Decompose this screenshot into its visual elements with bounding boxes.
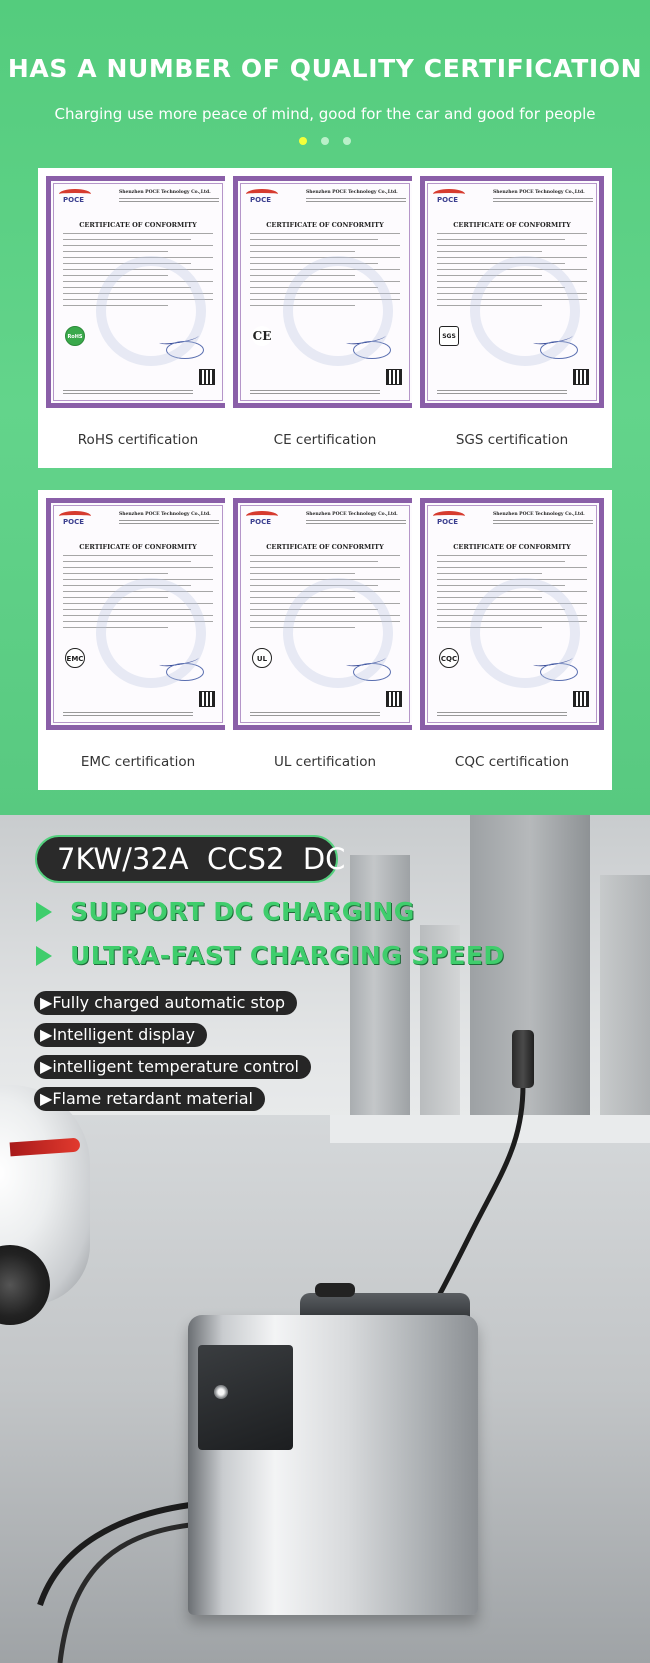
cqc-mark-icon: CQC <box>439 648 459 668</box>
feature-flame-retardant: ▶Flame retardant material <box>34 1087 265 1111</box>
poce-logo-icon: POCE <box>246 511 278 529</box>
play-arrow-icon <box>36 946 52 966</box>
signature-icon <box>346 654 387 667</box>
qr-code-icon <box>573 369 589 385</box>
certificate-document: POCE Shenzhen POCE Technology Co.,Ltd. CERTIFICATE OF CONFORMITY SGS <box>420 176 604 408</box>
sgs-mark-icon: SGS <box>439 326 459 346</box>
qr-code-icon <box>386 369 402 385</box>
poce-logo-icon: POCE <box>59 511 91 529</box>
rohs-mark-icon: RoHS <box>65 326 85 346</box>
cert-label: CE certification <box>273 432 377 448</box>
ce-mark-icon: CE <box>252 326 272 346</box>
stamp-icon <box>166 341 204 359</box>
wall-holster <box>512 1030 534 1088</box>
feature-temperature: ▶intelligent temperature control <box>34 1055 311 1079</box>
certificate-document: POCE Shenzhen POCE Technology Co.,Ltd. CERTIFICATE OF CONFORMITY UL <box>233 498 417 730</box>
stamp-icon <box>540 663 578 681</box>
power-button-icon <box>214 1385 228 1399</box>
cert-card-ul[interactable] <box>225 490 425 790</box>
feature-display: ▶Intelligent display <box>34 1023 207 1047</box>
qr-code-icon <box>199 369 215 385</box>
poce-logo-icon: POCE <box>433 511 465 529</box>
poce-logo-icon: POCE <box>433 189 465 207</box>
charger-handle <box>315 1283 355 1297</box>
stamp-icon <box>540 341 578 359</box>
cert-label: UL certification <box>273 754 377 770</box>
cert-card-cqc[interactable] <box>412 490 612 790</box>
poce-logo-icon: POCE <box>59 189 91 207</box>
qr-code-icon <box>199 691 215 707</box>
cert-label: EMC certification <box>80 754 196 770</box>
cert-card-ce[interactable] <box>225 168 425 468</box>
headline-fast-charging: ULTRA-FAST CHARGING SPEED <box>36 941 505 970</box>
poce-logo-icon: POCE <box>246 189 278 207</box>
certificate-heading: CERTIFICATE OF CONFORMITY <box>266 221 384 229</box>
carousel-dots <box>0 137 650 145</box>
certificate-document: POCE Shenzhen POCE Technology Co.,Ltd. CERTIFICATE OF CONFORMITY RoHS <box>46 176 230 408</box>
certificate-heading: CERTIFICATE OF CONFORMITY <box>79 221 197 229</box>
carousel-dot-3[interactable] <box>343 137 351 145</box>
stamp-icon <box>353 663 391 681</box>
signature-icon <box>533 654 574 667</box>
signature-icon <box>346 332 387 345</box>
certificate-document: POCE Shenzhen POCE Technology Co.,Ltd. CERTIFICATE OF CONFORMITY EMC <box>46 498 230 730</box>
emc-mark-icon: EMC <box>65 648 85 668</box>
stamp-icon <box>353 341 391 359</box>
headline-dc-charging: SUPPORT DC CHARGING <box>36 897 415 926</box>
signature-icon <box>159 332 200 345</box>
play-arrow-icon <box>36 902 52 922</box>
certification-section <box>0 0 650 815</box>
qr-code-icon <box>573 691 589 707</box>
cert-card-sgs[interactable] <box>412 168 612 468</box>
cert-card-rohs[interactable] <box>38 168 238 468</box>
feature-auto-stop: ▶Fully charged automatic stop <box>34 991 297 1015</box>
qr-code-icon <box>386 691 402 707</box>
cert-label: SGS certification <box>455 432 569 448</box>
certificate-document: POCE Shenzhen POCE Technology Co.,Ltd. CERTIFICATE OF CONFORMITY CQC <box>420 498 604 730</box>
triangle-bullet-icon: ▶ <box>40 1089 53 1108</box>
certificate-heading: CERTIFICATE OF CONFORMITY <box>79 543 197 551</box>
triangle-bullet-icon: ▶ <box>40 1057 53 1076</box>
certificate-heading: CERTIFICATE OF CONFORMITY <box>266 543 384 551</box>
signature-icon <box>159 654 200 667</box>
portable-dc-charger <box>188 1315 478 1615</box>
certificate-heading: CERTIFICATE OF CONFORMITY <box>453 221 571 229</box>
ul-mark-icon: UL <box>252 648 272 668</box>
certificate-heading: CERTIFICATE OF CONFORMITY <box>453 543 571 551</box>
rating-badge: 7KW/32A CCS2 DC <box>35 835 338 883</box>
cert-label: RoHS certification <box>77 432 199 448</box>
product-hero <box>0 815 650 1663</box>
carousel-dot-2[interactable] <box>321 137 329 145</box>
triangle-bullet-icon: ▶ <box>40 993 53 1012</box>
stamp-icon <box>166 663 204 681</box>
triangle-bullet-icon: ▶ <box>40 1025 53 1044</box>
certification-title: HAS A NUMBER OF QUALITY CERTIFICATION <box>7 54 643 83</box>
signature-icon <box>533 332 574 345</box>
certification-subtitle: Charging use more peace of mind, good for the car and good for people <box>54 105 596 123</box>
carousel-dot-1[interactable] <box>299 137 307 145</box>
cert-card-emc[interactable] <box>38 490 238 790</box>
charger-display <box>198 1345 293 1450</box>
certificate-document: POCE Shenzhen POCE Technology Co.,Ltd. CERTIFICATE OF CONFORMITY CE <box>233 176 417 408</box>
cert-label: CQC certification <box>454 754 570 770</box>
